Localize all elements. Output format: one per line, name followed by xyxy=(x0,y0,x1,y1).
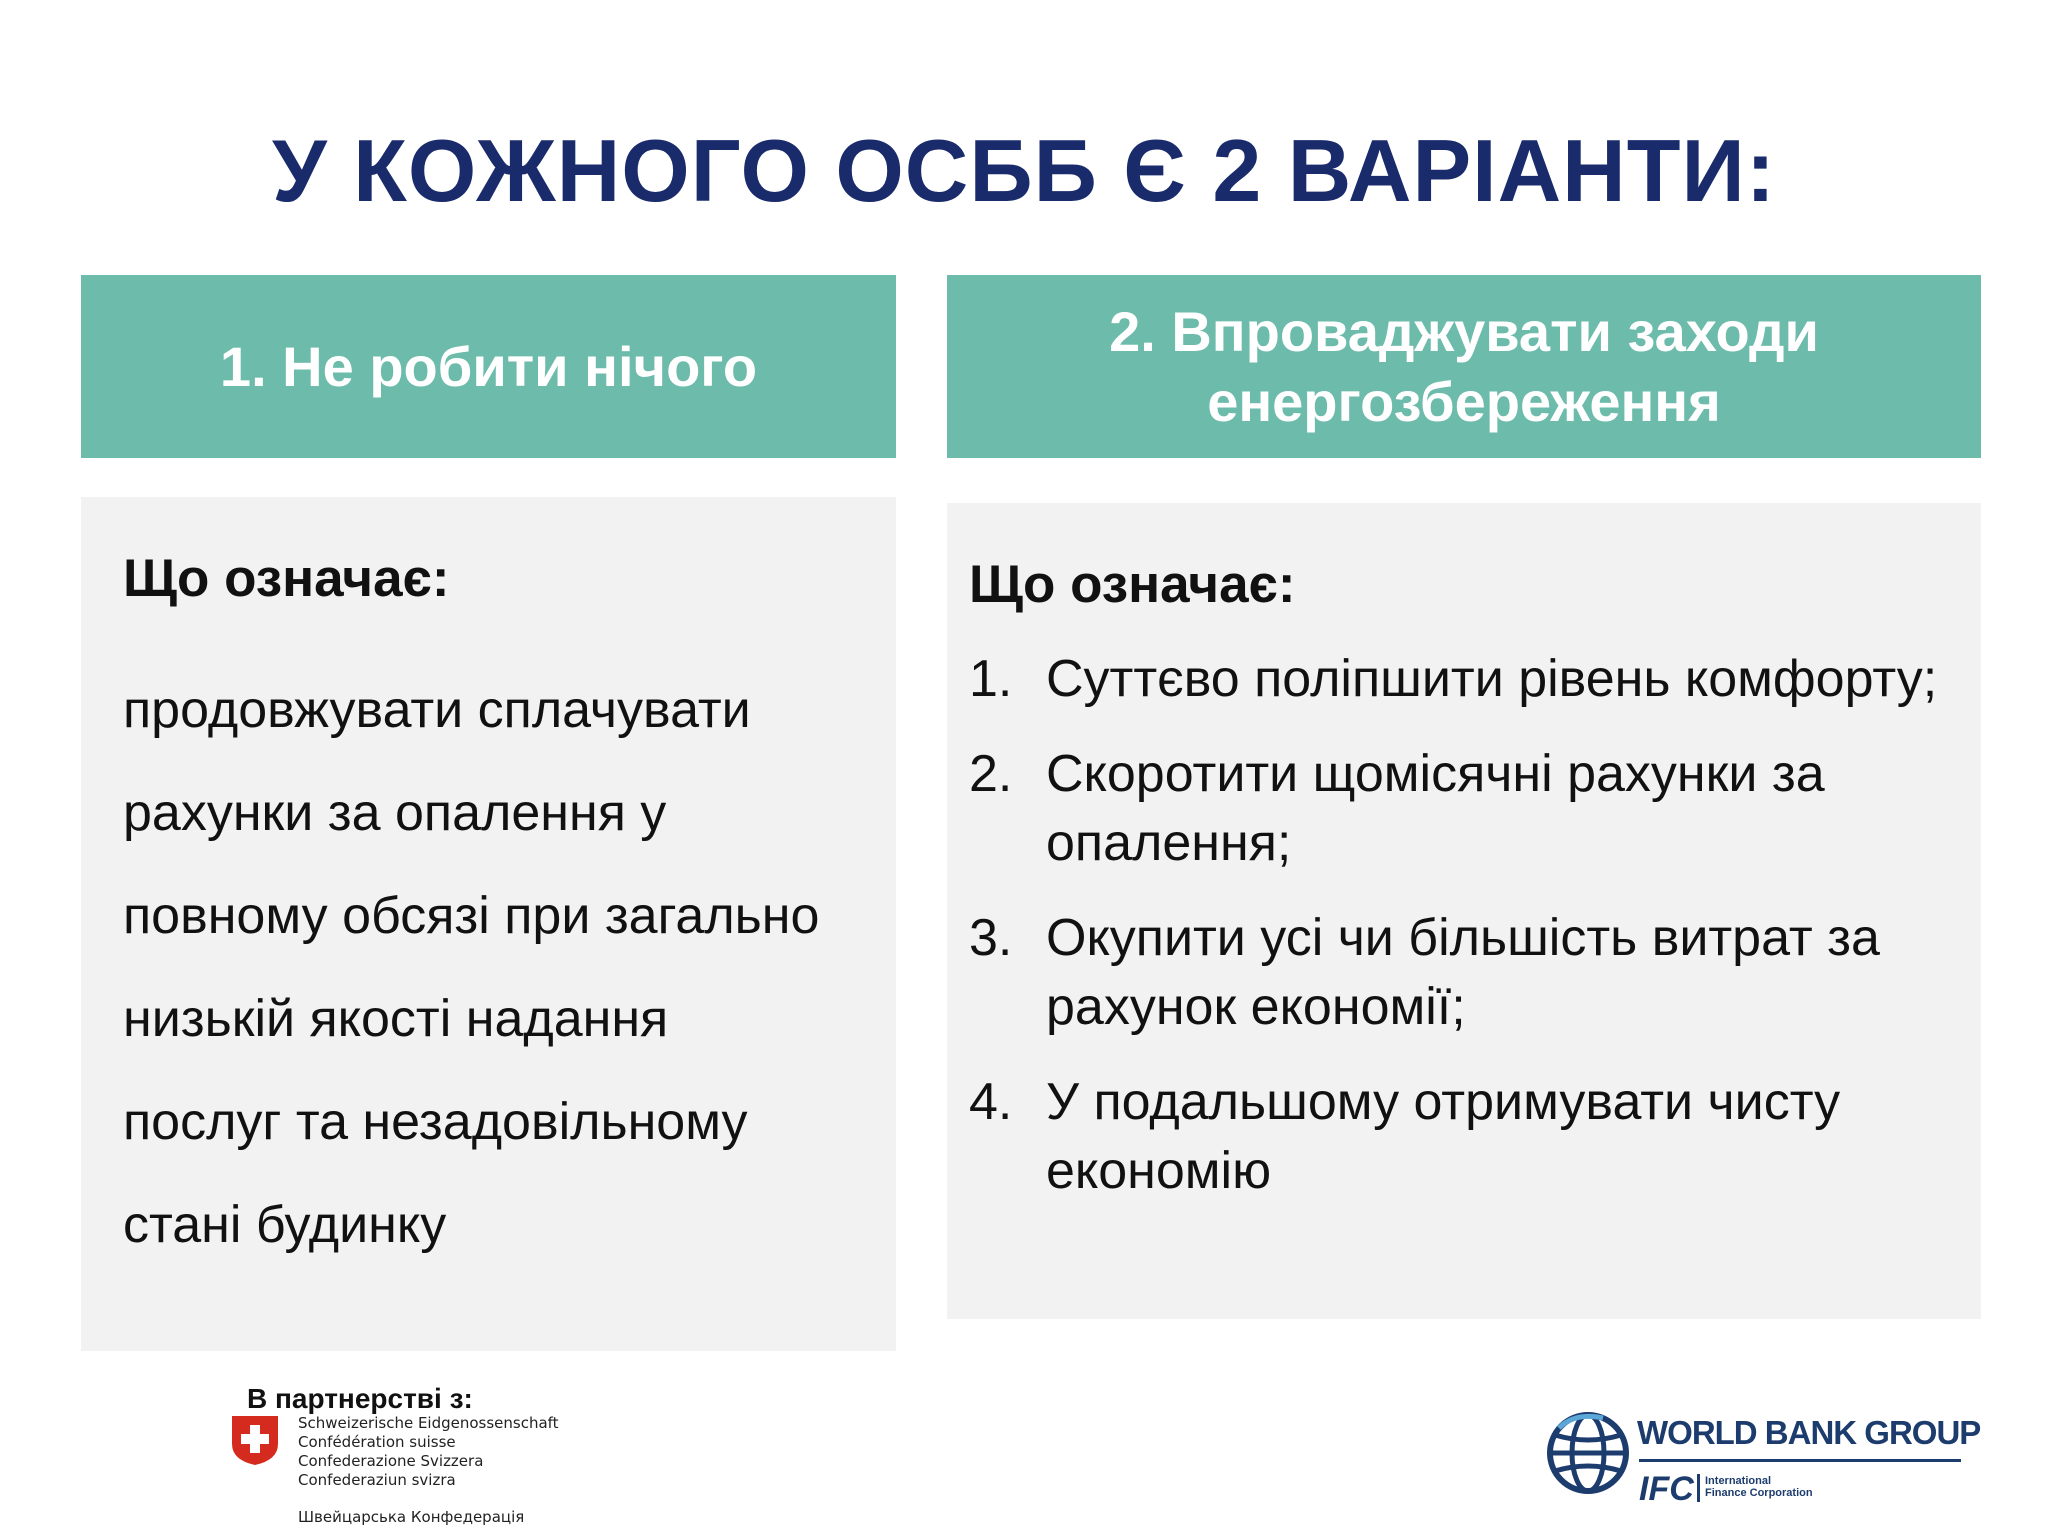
ifc-full-name-line1: International xyxy=(1705,1475,1772,1487)
swiss-name-de: Schweizerische Eidgenossenschaft xyxy=(298,1414,559,1432)
swiss-name-rm: Confederaziun svizra xyxy=(298,1471,456,1489)
option-1-description xyxy=(123,659,903,1277)
option-1-panel xyxy=(81,497,896,1351)
list-item-text: У подальшому отримувати чисту економію xyxy=(1046,1073,1841,1200)
swiss-name-it: Confederazione Svizzera xyxy=(298,1452,484,1470)
option-1-line: стані будинку xyxy=(123,1196,447,1254)
list-item-number: 2. xyxy=(969,745,1013,803)
list-item xyxy=(969,1068,1986,1206)
option-1-line: продовжувати сплачувати xyxy=(123,681,751,739)
swiss-confederation-names xyxy=(298,1414,559,1490)
swiss-name-uk: Швейцарська Конфедерація xyxy=(298,1508,525,1526)
ifc-full-name-line2: Finance Corporation xyxy=(1705,1487,1813,1499)
option-2-header-text xyxy=(1109,297,1819,437)
logo-divider xyxy=(1639,1459,1961,1462)
list-item xyxy=(969,740,1986,878)
list-item-number: 1. xyxy=(969,650,1013,708)
world-bank-name: WORLD BANK GROUP xyxy=(1637,1414,1981,1451)
swiss-name-fr: Confédération suisse xyxy=(298,1433,456,1451)
list-item-number: 3. xyxy=(969,909,1013,967)
option-1-header-text: 1. Не робити нічого xyxy=(219,334,758,398)
option-2-panel xyxy=(947,503,1981,1319)
page-title: У КОЖНОГО ОСББ Є 2 ВАРІАНТИ: xyxy=(271,121,1777,220)
option-1-line: рахунки за опалення у xyxy=(123,784,667,842)
list-item xyxy=(969,645,1986,714)
option-2-list xyxy=(969,645,1981,1206)
list-item xyxy=(969,904,1986,1042)
option-1-line: послуг та незадовільному xyxy=(123,1093,748,1151)
option-1-line: повному обсязі при загально xyxy=(123,887,820,945)
ifc-logo-text: IFC xyxy=(1639,1470,1694,1508)
option-1-header xyxy=(81,275,896,458)
option-2-header-line1: 2. Впроваджувати заходи xyxy=(1109,299,1819,363)
partners-label: В партнерстві з: xyxy=(247,1383,473,1414)
option-2-header-line2: енергозбереження xyxy=(1207,369,1721,433)
option-2-header xyxy=(947,275,1981,458)
option-2-heading: Що означає: xyxy=(969,555,1296,614)
world-bank-logo xyxy=(1545,1410,1985,1520)
ifc-full-name xyxy=(1705,1475,1813,1499)
ifc-divider xyxy=(1697,1474,1700,1502)
globe-icon xyxy=(1545,1410,1631,1496)
swiss-flag-icon xyxy=(230,1414,280,1466)
list-item-number: 4. xyxy=(969,1073,1013,1131)
option-1-line: низькій якості надання xyxy=(123,990,669,1048)
option-1-heading: Що означає: xyxy=(123,549,450,608)
list-item-text: Скоротити щомісячні рахунки за опалення; xyxy=(1046,745,1825,872)
list-item-text: Окупити усі чи більшість витрат за рахунок економії; xyxy=(1046,909,1880,1036)
partners-block xyxy=(230,1383,650,1533)
list-item-text: Суттєво поліпшити рівень комфорту; xyxy=(1046,650,1938,708)
